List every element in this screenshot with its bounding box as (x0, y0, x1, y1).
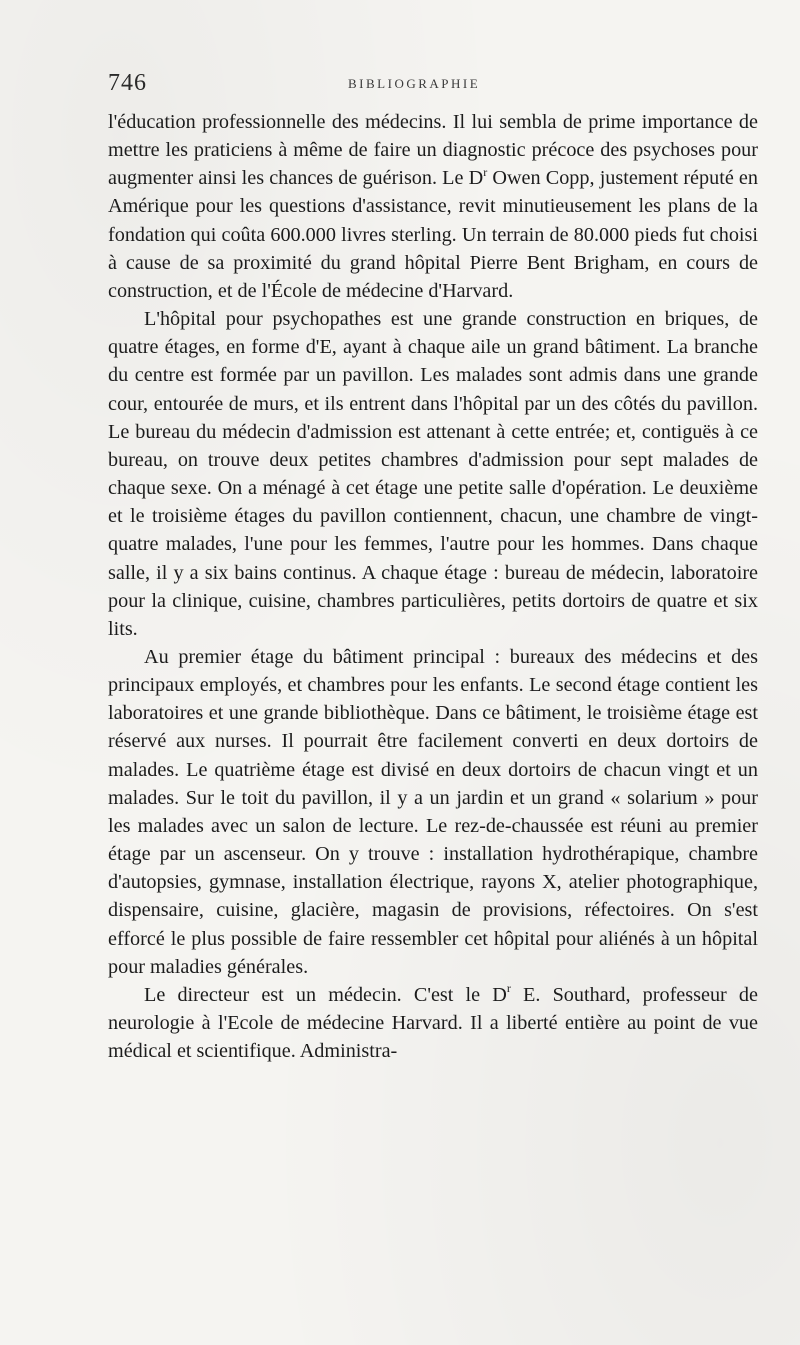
page-number: 746 (108, 70, 147, 96)
paragraph-1 (108, 108, 758, 305)
running-head: BIBLIOGRAPHIE (348, 76, 481, 91)
paragraph-4-text-a: Le directeur est un médecin. C'est le D (144, 983, 507, 1006)
superscript-r: r (506, 981, 511, 996)
body-text (108, 108, 758, 1065)
paragraph-4-text-b: E. Southard, professeur de neurologie à l'Ecole de médecine Harvard. Il a liberté entière au point de vue médical et scientifique. Administra- (108, 983, 758, 1063)
paragraph-1-text-a: l'éducation professionnelle des médecins. Il lui sembla de prime importance de mettre les praticiens à même de faire un diagnostic précoce des psychoses pour augmenter ainsi les chances de guérison. Le D (108, 111, 758, 190)
page-header (108, 70, 758, 100)
paragraph-3: Au premier étage du bâtiment principal : bureaux des médecins et des principaux employés, et chambres pour les enfants. Le second étage contient les laboratoires et une grande bibliothèque. Dans ce bâtiment, le troisième étage est réservé aux nurses. Il pourrait être facilement converti en deux dortoirs de malades. Le quatrième étage est divisé en deux dortoirs de chacun vingt et un malades. Sur le toit du pavillon, il y a un jardin et un grand « solarium » pour les malades avec un salon de lecture. Le rez-de-chaussée est réuni au premier étage par un ascenseur. On y trouve : installation hydrothérapique, chambre d'autopsies, gymnase, installation électrique, rayons X, atelier photographique, dispensaire, cuisine, glacière, magasin de provisions, réfectoires. On s'est efforcé le plus possible de faire ressembler cet hôpital pour aliénés à un hôpital pour maladies générales. (108, 645, 758, 978)
paragraph-2: L'hôpital pour psychopathes est une grande construction en briques, de quatre étages, en forme d'E, ayant à chaque aile un grand bâtiment. La branche du centre est formée par un pavillon. Les malades sont admis dans une grande cour, entourée de murs, et ils entrent dans l'hôpital par un des côtés du pavillon. Le bureau du médecin d'admission est attenant à cette entrée; et, contiguës à ce bureau, on trouve deux petites chambres d'admission pour sept malades de chaque sexe. On a ménagé à cet étage une petite salle d'opération. Le deuxième et le troisième étages du pavillon contiennent, chacun, une chambre de vingt-quatre malades, l'une pour les femmes, l'autre pour les hommes. Dans chaque salle, il y a six bains continus. A chaque étage : bureau de médecin, laboratoire pour la clinique, cuisine, chambres particulières, petits dortoirs de quatre et six lits. (108, 308, 758, 640)
paragraph-4 (108, 981, 758, 1065)
superscript-r: r (483, 164, 488, 179)
paragraph-1-text-b: Owen Copp, justement réputé en Amérique pour les questions d'assistance, revit minutieusement les plans de la fondation qui coûta 600.000 livres sterling. Un terrain de 80.000 pieds fut choisi à cause de sa proximité du grand hôpital Pierre Bent Brigham, en cours de construction, et de l'École de médecine d'Harvard. (108, 167, 758, 302)
